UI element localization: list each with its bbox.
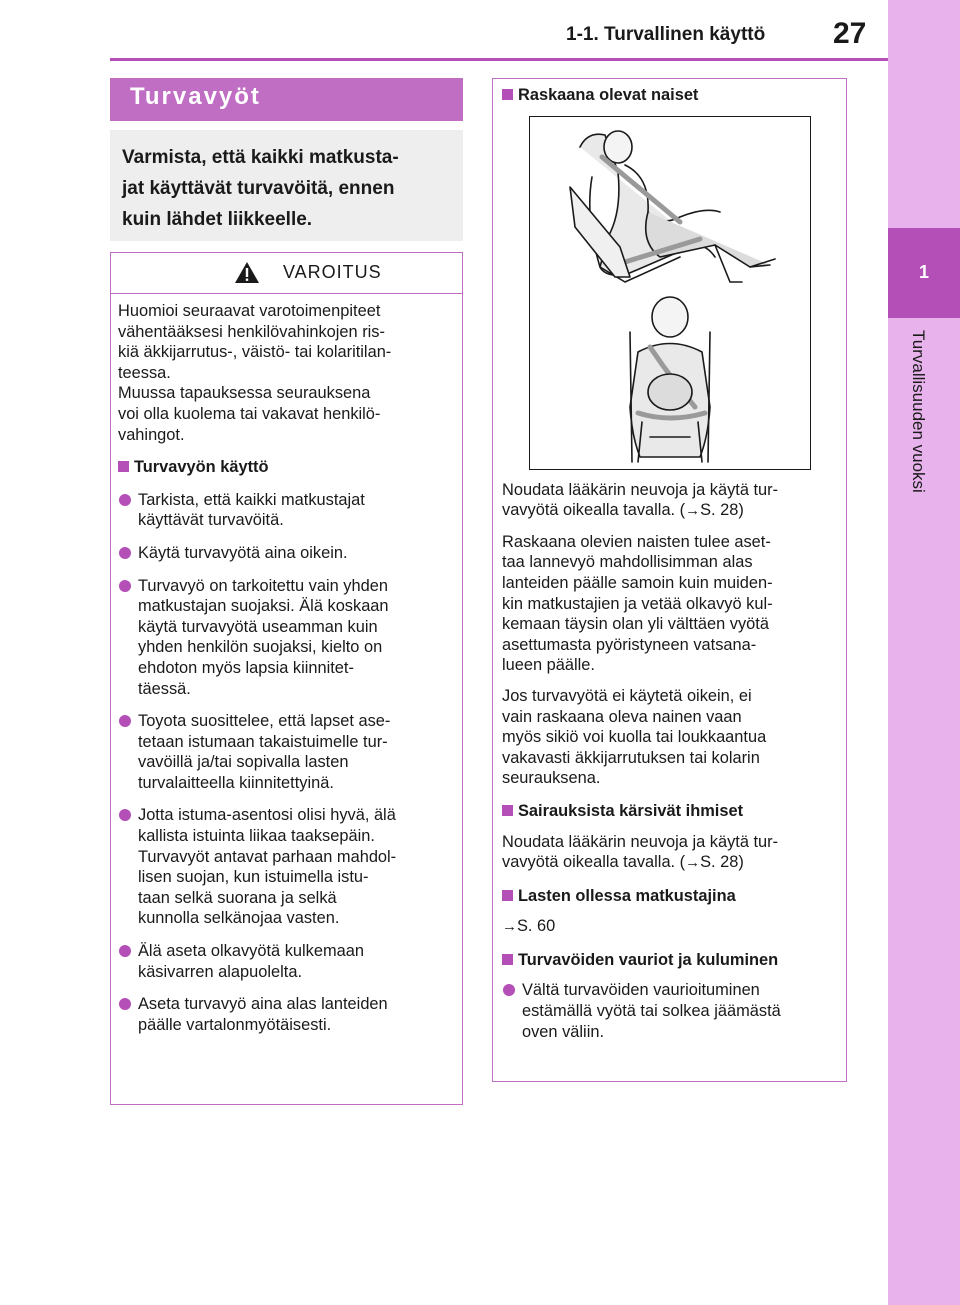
- chapter-title-vertical: Turvallisuuden vuoksi: [909, 330, 928, 493]
- page-number: 27: [833, 17, 867, 50]
- illness-advice-text: Noudata lääkärin neuvoja ja käytä tur- vavyötä oikealla tavalla. (: [502, 832, 779, 872]
- page-reference[interactable]: S. 28): [700, 853, 744, 872]
- pregnant-advice: [502, 480, 839, 522]
- pregnant-seatbelt-illustration: [529, 116, 811, 470]
- seatbelt-illustration-svg: [530, 117, 810, 469]
- intro-line-2: jat käyttävät turvavöitä, ennen: [122, 178, 395, 199]
- intro-text: [122, 142, 457, 235]
- warning-bullet: Tarkista, että kaikki matkustajat käyttävät turvavöitä.: [118, 490, 455, 531]
- info-box: [492, 78, 847, 1082]
- warning-box: [110, 252, 463, 1105]
- heading-children: Lasten ollessa matkustajina: [502, 886, 839, 907]
- intro-line-3: kuin lähdet liikkeelle.: [122, 209, 313, 230]
- right-arrow-icon: →: [502, 918, 517, 936]
- right-arrow-icon: →: [685, 854, 701, 872]
- header-title: 1-1. Turvallinen käyttö: [566, 24, 766, 45]
- warning-bullet: Turvavyö on tarkoitettu vain yhden matkustajan suojaksi. Älä koskaan käytä turvavyötä useamman kuin yhden henkilön suojaksi, kielto on ehdoton myös lapsia kiinnitet- täessä.: [118, 576, 455, 700]
- section-title-bar: [110, 78, 463, 121]
- warning-intro: Huomioi seuraavat varotoimenpiteet vähentääksesi henkilövahinkojen ris- kiä äkkijarrutus-, väistö- tai kolaritilan- teessa. Muussa tapauksessa seurauksena voi olla kuolema tai vakavat henkilö- vahingot.: [118, 302, 392, 444]
- section-title: Turvavyöt: [130, 83, 261, 110]
- illness-advice: [502, 832, 839, 874]
- warning-triangle-icon: [234, 261, 260, 284]
- intro-line-1: Varmista, että kaikki matkusta-: [122, 147, 399, 168]
- warning-subheading: Turvavyön käyttö: [118, 457, 455, 478]
- warning-bullet: Toyota suosittelee, että lapset ase- tetaan istumaan takaistuimelle tur- vavöillä ja/tai sopivalla lasten turvalaitteella kiinnitettyinä.: [118, 711, 455, 793]
- page-reference[interactable]: S. 28): [700, 501, 744, 520]
- warning-bullet: Aseta turvavyö aina alas lanteiden päälle vartalonmyötäisesti.: [118, 994, 455, 1035]
- chapter-side-tab: [888, 0, 960, 1305]
- warning-body: [111, 294, 462, 1035]
- warning-bullet: Jotta istuma-asentosi olisi hyvä, älä kallista istuinta liikaa taaksepäin. Turvavyöt antavat parhaan mahdol- lisen suojan, kun istuimella istu- taan selkä suorana ja selkä kunnolla selkänojaa vasten.: [118, 805, 455, 929]
- heading-belt-damage: Turvavöiden vauriot ja kuluminen: [502, 950, 839, 971]
- warning-bullet: Käytä turvavyötä aina oikein.: [118, 543, 455, 564]
- chapter-number: 1: [918, 262, 929, 282]
- pregnant-advice-text: Noudata lääkärin neuvoja ja käytä tur- vavyötä oikealla tavalla. (: [502, 480, 779, 520]
- belt-damage-bullet: Vältä turvavöiden vaurioituminen estämällä vyötä tai solkea jäämästä oven väliin.: [502, 980, 839, 1042]
- page-reference[interactable]: S. 60: [517, 917, 556, 936]
- heading-illness: Sairauksista kärsivät ihmiset: [502, 801, 839, 822]
- warning-bullet: Älä aseta olkavyötä kulkemaan käsivarren alapuolelta.: [118, 941, 455, 982]
- warning-header: [111, 253, 462, 294]
- warning-title: VAROITUS: [283, 262, 382, 282]
- children-reference: [502, 916, 839, 938]
- pregnant-risk: Jos turvavyötä ei käytetä oikein, ei vain raskaana oleva nainen vaan myös sikiö voi kuolla tai loukkaantua vakavasti äkkijarrutuksen tai kolarin seurauksena.: [502, 686, 767, 788]
- heading-pregnant: Raskaana olevat naiset: [502, 85, 839, 106]
- intro-box: [110, 130, 463, 241]
- header-rule: [110, 58, 888, 61]
- info-body: [493, 79, 846, 1042]
- pregnant-belt-position: Raskaana olevien naisten tulee aset- taa lannevyö mahdollisimman alas lanteiden päälle samoin kuin muiden- kin matkustajien ja vetää olkavyö kul- kemaan täysin olan yli välttäen vyötä asettumasta pyöristyneen vatsana- lueen päälle.: [502, 532, 773, 675]
- right-arrow-icon: →: [685, 502, 701, 520]
